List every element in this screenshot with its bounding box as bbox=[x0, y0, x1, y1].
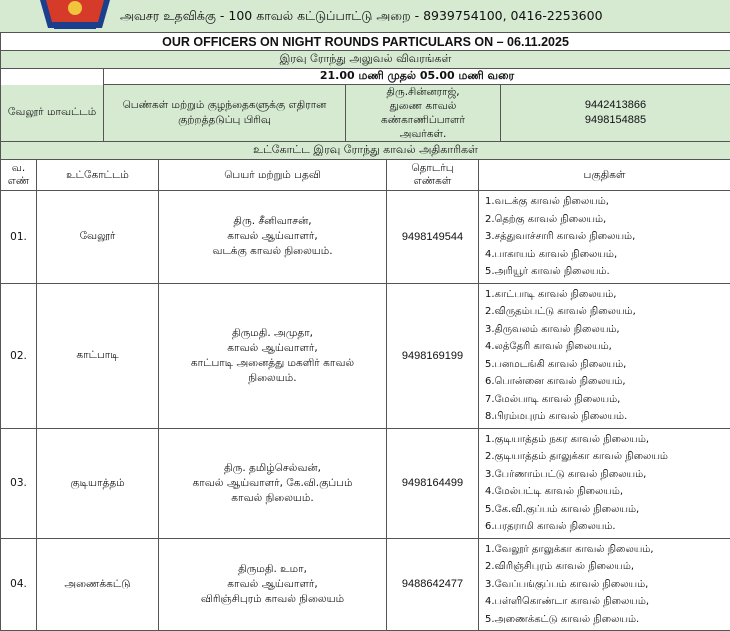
officer-line: காவல் ஆய்வாளர், bbox=[163, 577, 382, 592]
table-row bbox=[1, 538, 730, 631]
area-item: 1.குடியாத்தம் நகர காவல் நிலையம், bbox=[485, 431, 724, 449]
area-item: 6.பொன்னை காவல் நிலையம், bbox=[485, 373, 724, 391]
area-item: 5.அரியூர் காவல் நிலையம். bbox=[485, 263, 724, 281]
top-banner bbox=[0, 0, 730, 32]
area-item: 4.மேல்பட்டி காவல் நிலையம், bbox=[485, 483, 724, 501]
area-item: 4.பள்ளிகொண்டா காவல் நிலையம், bbox=[485, 593, 724, 611]
row-subdivision: வேலூர் bbox=[37, 191, 159, 284]
area-item: 2.விருதம்பட்டு காவல் நிலையம், bbox=[485, 303, 724, 321]
col-header-phone: தொடர்பு எண்கள் bbox=[387, 160, 479, 191]
col-header-officer: பெயர் மற்றும் பதவி bbox=[159, 160, 387, 191]
area-item: 3.சத்துவாச்சாரி காவல் நிலையம், bbox=[485, 228, 724, 246]
row-phone: 9498164499 bbox=[387, 428, 479, 538]
officer-line: வடக்கு காவல் நிலையம். bbox=[163, 244, 382, 259]
emergency-contact-text: அவசர உதவிக்கு - 100 காவல் கட்டுப்பாட்டு அறை - 8939754100, 0416-2253600 bbox=[120, 8, 603, 25]
row-phone: 9488642477 bbox=[387, 538, 479, 631]
table-row bbox=[1, 428, 730, 538]
area-item: 7.மேல்பாடி காவல் நிலையம், bbox=[485, 391, 724, 409]
district-wing: பெண்கள் மற்றும் குழந்தைகளுக்கு எதிரான குற்றத்தடுப்பு பிரிவு bbox=[104, 85, 346, 142]
table-row bbox=[1, 191, 730, 284]
area-item: 3.பேர்ணாம்பட்டு காவல் நிலையம், bbox=[485, 466, 724, 484]
district-phones bbox=[501, 85, 730, 142]
officer-line: காவல் ஆய்வாளர், bbox=[163, 341, 382, 356]
area-item: 3.திருவலம் காவல் நிலையம், bbox=[485, 321, 724, 339]
night-rounds-sheet bbox=[0, 32, 730, 591]
col-header-sno: வ. எண் bbox=[1, 160, 37, 191]
page-title: OUR OFFICERS ON NIGHT ROUNDS PARTICULARS ON – 06.11.2025 bbox=[1, 33, 730, 51]
area-item: 5.கே.வி.குப்பம் காவல் நிலையம், bbox=[485, 501, 724, 519]
officer-line: திருமதி. உமா, bbox=[163, 562, 382, 577]
police-emblem-logo bbox=[36, 0, 114, 32]
row-officer bbox=[159, 191, 387, 284]
officer-line: அவர்கள். bbox=[350, 127, 496, 141]
row-sno: 01. bbox=[1, 191, 37, 284]
section-title: உட்கோட்ட இரவு ரோந்து காவல் அதிகாரிகள் bbox=[1, 142, 730, 160]
area-item: 1.வேலூர் தாலுக்கா காவல் நிலையம், bbox=[485, 541, 724, 559]
area-item: 4.பாகாயம் காவல் நிலையம், bbox=[485, 246, 724, 264]
area-item: 3.வேப்பங்குப்பம் காவல் நிலையம், bbox=[485, 576, 724, 594]
col-header-subdivision: உட்கோட்டம் bbox=[37, 160, 159, 191]
row-subdivision: அணைக்கட்டு bbox=[37, 538, 159, 631]
page-subtitle: இரவு ரோந்து அலுவல் விவரங்கள் bbox=[1, 51, 730, 69]
header-table bbox=[0, 32, 730, 160]
row-sno: 04. bbox=[1, 538, 37, 631]
area-item: 1.வடக்கு காவல் நிலையம், bbox=[485, 193, 724, 211]
row-areas bbox=[479, 538, 730, 631]
row-sno: 03. bbox=[1, 428, 37, 538]
table-row bbox=[1, 283, 730, 428]
officer-line: காவல் ஆய்வாளர், கே.வி.குப்பம் bbox=[163, 476, 382, 491]
officer-line: திரு.சின்னராஜ், bbox=[350, 85, 496, 99]
row-officer bbox=[159, 538, 387, 631]
row-officer bbox=[159, 283, 387, 428]
officer-line: திரு. சீனிவாசன், bbox=[163, 214, 382, 229]
officer-line: திருமதி. அமுதா, bbox=[163, 326, 382, 341]
area-item: 2.விரிஞ்சிபுரம் காவல் நிலையம், bbox=[485, 558, 724, 576]
area-item: 5.அணைக்கட்டு காவல் நிலையம். bbox=[485, 611, 724, 629]
officer-line: துணை காவல் கண்காணிப்பாளர் bbox=[350, 99, 496, 127]
area-item: 4.லத்தேரி காவல் நிலையம், bbox=[485, 338, 724, 356]
phone-number: 9442413866 bbox=[505, 98, 726, 113]
phone-number: 9498154885 bbox=[505, 113, 726, 128]
officer-line: காவல் ஆய்வாளர், bbox=[163, 229, 382, 244]
row-areas bbox=[479, 283, 730, 428]
area-item: 2.குடியாத்தம் தாலுக்கா காவல் நிலையம் bbox=[485, 448, 724, 466]
row-phone: 9498169199 bbox=[387, 283, 479, 428]
officer-line: விரிஞ்சிபுரம் காவல் நிலையம் bbox=[163, 592, 382, 607]
area-item: 2.தெற்கு காவல் நிலையம், bbox=[485, 211, 724, 229]
area-item: 1.காட்பாடி காவல் நிலையம், bbox=[485, 286, 724, 304]
col-header-areas: பகுதிகள் bbox=[479, 160, 730, 191]
row-areas bbox=[479, 428, 730, 538]
time-range: 21.00 மணி முதல் 05.00 மணி வரை bbox=[104, 69, 730, 85]
row-phone: 9498149544 bbox=[387, 191, 479, 284]
district-name: வேலூர் மாவட்டம் bbox=[1, 85, 104, 142]
area-item: 6.பரதராமி காவல் நிலையம். bbox=[485, 518, 724, 536]
row-areas bbox=[479, 191, 730, 284]
row-officer bbox=[159, 428, 387, 538]
officer-line: திரு. தமிழ்செல்வன், bbox=[163, 461, 382, 476]
row-subdivision: குடியாத்தம் bbox=[37, 428, 159, 538]
officer-line: காட்பாடி அனைத்து மகளிர் காவல் bbox=[163, 356, 382, 371]
district-officer bbox=[346, 85, 501, 142]
area-item: 8.பிரம்மபுரம் காவல் நிலையம். bbox=[485, 408, 724, 426]
row-subdivision: காட்பாடி bbox=[37, 283, 159, 428]
officer-line: காவல் நிலையம். bbox=[163, 491, 382, 506]
officers-table bbox=[0, 159, 730, 631]
area-item: 5.பனமடங்கி காவல் நிலையம், bbox=[485, 356, 724, 374]
row-sno: 02. bbox=[1, 283, 37, 428]
officer-line: நிலையம். bbox=[163, 371, 382, 386]
